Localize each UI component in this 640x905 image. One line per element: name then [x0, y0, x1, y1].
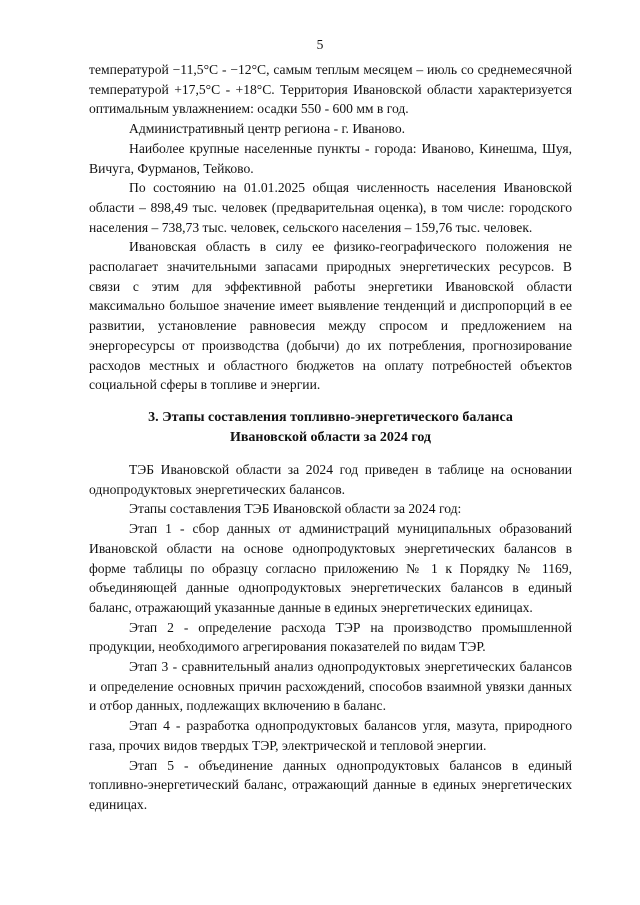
section-heading-line-2: Ивановской области за 2024 год [229, 429, 432, 445]
paragraph-energy-resources: Ивановская область в силу ее физико-географического положения не располагает значительными запасами природных энергетических ресурсов. В связи с этим для эффективной работы энергетики Ивановской области максимально большое значение имеет выявление тенденций и диспропорций в ее развитии, установление равновесия между спросом и предложением на энергоресурсы от производства (добычи) до их потребления, прогнозирование расходов местных и областного бюджетов на оплату потребностей объектов социальной сферы в топливе и энергии. [89, 239, 572, 393]
paragraph-largest-cities: Наиболее крупные населенные пункты - города: Иваново, Кинешма, Шуя, Вичуга, Фурманов, Тейково. [89, 140, 572, 176]
paragraph-stage-5: Этап 5 - объединение данных однопродуктовых балансов в единый топливно-энергетический баланс, отражающий данные в единых энергетических единицах. [89, 757, 572, 812]
paragraph-stage-3: Этап 3 - сравнительный анализ однопродуктовых энергетических балансов и определение основных причин расхождений, способов взаимной увязки данных и отбор данных, подлежащих включению в баланс. [89, 659, 572, 714]
section-heading-line-1: 3. Этапы составления топливно-энергетического баланса [148, 410, 513, 425]
page-number: 5 [316, 37, 324, 52]
paragraph-climate: температурой −11,5°С - −12°С, самым теплым месяцем – июль со среднемесячной температурой +17,5°С - +18°С. Территория Ивановской области характеризуется оптимальным увлажнением: осадки 550 - 600 мм в год. [89, 62, 572, 117]
paragraph-teb-intro: ТЭБ Ивановской области за 2024 год приведен в таблице на основании однопродуктовых энергетических балансов. [89, 462, 572, 497]
section-heading [89, 408, 572, 447]
paragraph-population: По состоянию на 01.01.2025 общая численность населения Ивановской области – 898,49 тыс. человек (предварительная оценка), в том числе: городского населения – 738,73 тыс. человек, сельского населения – 159,76 тыс. человек. [89, 180, 572, 235]
paragraph-stage-2: Этап 2 - определение расхода ТЭР на производство промышленной продукции, необходимого агрегирования показателей по видам ТЭР. [89, 619, 572, 655]
paragraph-admin-center: Административный центр региона - г. Иваново. [129, 121, 406, 137]
paragraph-stage-4: Этап 4 - разработка однопродуктовых балансов угля, мазута, природного газа, прочих видов твердых ТЭР, электрической и тепловой энергии. [89, 718, 572, 753]
intro-text-block [89, 60, 572, 395]
paragraph-stages-title: Этапы составления ТЭБ Ивановской области за 2024 год: [129, 501, 462, 517]
stages-text-block [89, 460, 572, 815]
paragraph-stage-1: Этап 1 - сбор данных от администраций муниципальных образований Ивановской области на основе однопродуктовых энергетических балансов в форме таблицы по образцу согласно приложению № 1 к Порядку № 1169, объединяющей данные однопродуктовых энергетических балансов в единый баланс, отражающий указанные данные в единых энергетических единицах. [89, 521, 572, 615]
